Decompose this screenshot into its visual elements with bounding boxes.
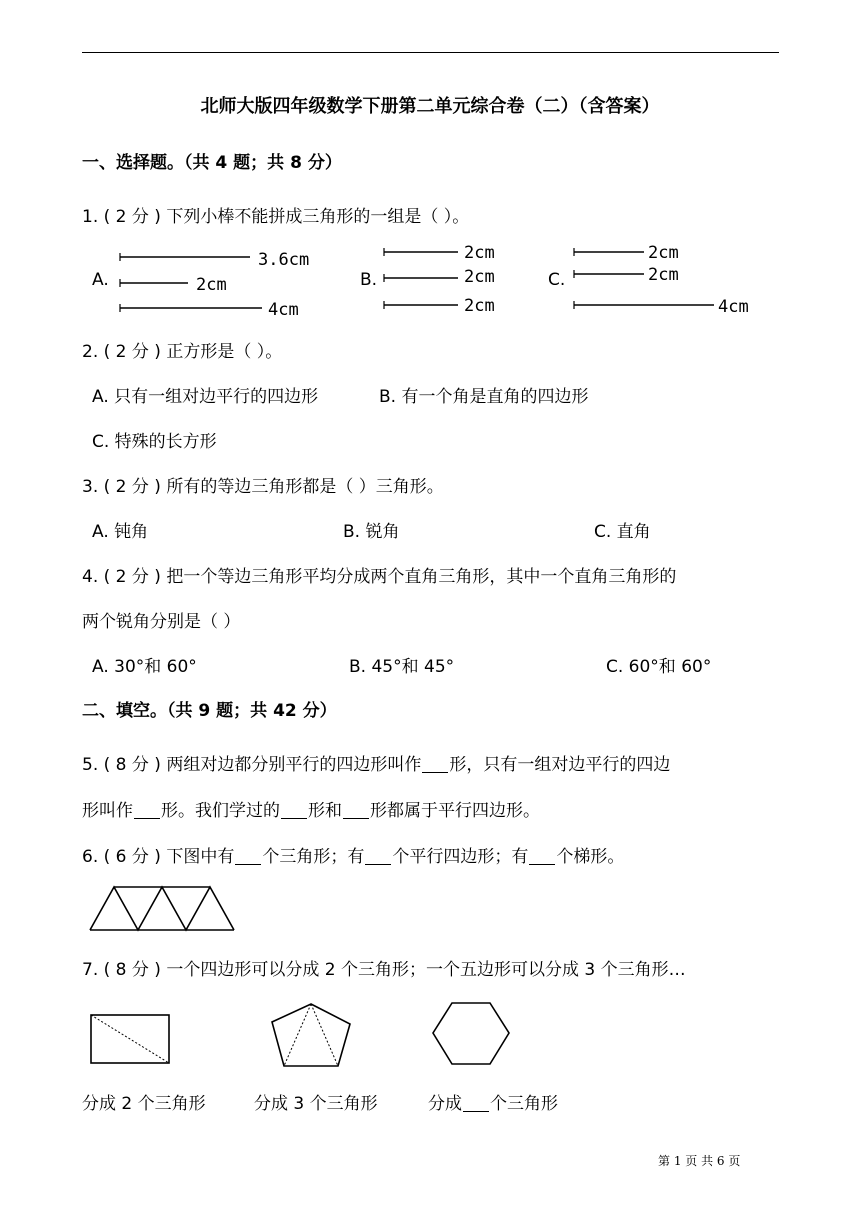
q1-option-a-label: A. (92, 270, 109, 290)
question-2: 2. ( 2 分 ) 正方形是（ ）。 (82, 342, 283, 362)
q5-text: 形。我们学过的 (161, 801, 280, 821)
q1-option-b-sticks (378, 238, 528, 318)
question-6 (82, 842, 624, 867)
header-rule (82, 52, 779, 53)
q1-option-b-label: B. (360, 270, 378, 290)
q7-pentagon-figure (266, 1000, 356, 1072)
answer-blank[interactable] (235, 846, 261, 865)
answer-blank[interactable] (365, 846, 391, 865)
q5-text: 形都属于平行四边形。 (370, 801, 540, 821)
q5-text: 5. ( 8 分 ) 两组对边都分别平行的四边形叫作 (82, 755, 422, 775)
q1-option-c-label: C. (548, 270, 566, 290)
q1-a-stick-2-label: 2cm (196, 275, 227, 295)
q1-option-a-sticks (112, 240, 352, 322)
answer-blank[interactable] (281, 800, 307, 819)
q6-text: 个三角形；有 (262, 847, 365, 867)
q1-c-stick-1-label: 2cm (648, 243, 679, 263)
answer-blank[interactable] (463, 1093, 489, 1112)
q6-triangle-figure (86, 884, 246, 934)
section-heading-choice: 一、选择题。（共 4 题；共 8 分） (82, 153, 342, 173)
q4-option-c: C. 60°和 60° (606, 657, 712, 677)
q1-c-stick-2-label: 2cm (648, 265, 679, 285)
q3-option-a: A. 钝角 (92, 522, 149, 542)
section-heading-fill: 二、填空。（共 9 题；共 42 分） (82, 701, 337, 721)
q5-text: 形和 (308, 801, 342, 821)
q6-text: 个平行四边形；有 (392, 847, 529, 867)
q2-option-c: C. 特殊的长方形 (92, 432, 217, 452)
q3-option-b: B. 锐角 (343, 522, 400, 542)
q7-text: 分成 (428, 1094, 462, 1114)
q7-hexagon-figure (430, 1000, 512, 1068)
answer-blank[interactable] (529, 846, 555, 865)
question-1: 1. ( 2 分 ) 下列小棒不能拼成三角形的一组是（ ）。 (82, 207, 470, 227)
q5-text: 形，只有一组对边平行的四边 (449, 755, 671, 775)
q2-option-b: B. 有一个角是直角的四边形 (379, 387, 589, 407)
q4-option-b: B. 45°和 45° (349, 657, 455, 677)
q5-text: 形叫作 (82, 801, 133, 821)
question-7: 7. ( 8 分 ) 一个四边形可以分成 2 个三角形；一个五边形可以分成 3 个三角形… (82, 960, 686, 980)
q7-caption-2: 分成 3 个三角形 (254, 1094, 378, 1114)
q1-b-stick-2-label: 2cm (464, 267, 495, 287)
answer-blank[interactable] (343, 800, 369, 819)
q7-rectangle-figure (88, 1012, 174, 1068)
question-5-line-2 (82, 796, 540, 821)
answer-blank[interactable] (134, 800, 160, 819)
q1-a-stick-3-label: 4cm (268, 300, 299, 320)
question-3: 3. ( 2 分 ) 所有的等边三角形都是（ ）三角形。 (82, 477, 444, 497)
q2-option-a: A. 只有一组对边平行的四边形 (92, 387, 319, 407)
q1-option-c-sticks (568, 240, 768, 320)
q1-b-stick-3-label: 2cm (464, 296, 495, 316)
q7-caption-3 (428, 1089, 558, 1114)
page-title: 北师大版四年级数学下册第二单元综合卷（二）（含答案） (200, 96, 660, 117)
q4-option-a: A. 30°和 60° (92, 657, 197, 677)
q1-c-stick-3-label: 4cm (718, 297, 749, 317)
q7-text: 个三角形 (490, 1094, 558, 1114)
q6-text: 个梯形。 (556, 847, 625, 867)
q1-a-stick-1-label: 3.6cm (258, 250, 310, 270)
question-5-line-1 (82, 750, 670, 775)
question-4-line-1: 4. ( 2 分 ) 把一个等边三角形平均分成两个直角三角形，其中一个直角三角形的 (82, 567, 677, 587)
page-footer: 第 1 页 共 6 页 (658, 1154, 741, 1168)
q3-option-c: C. 直角 (594, 522, 651, 542)
q6-text: 6. ( 6 分 ) 下图中有 (82, 847, 235, 867)
question-4-line-2: 两个锐角分别是（ ） (82, 612, 241, 632)
q1-b-stick-1-label: 2cm (464, 243, 495, 263)
q7-caption-1: 分成 2 个三角形 (82, 1094, 206, 1114)
answer-blank[interactable] (422, 754, 448, 773)
